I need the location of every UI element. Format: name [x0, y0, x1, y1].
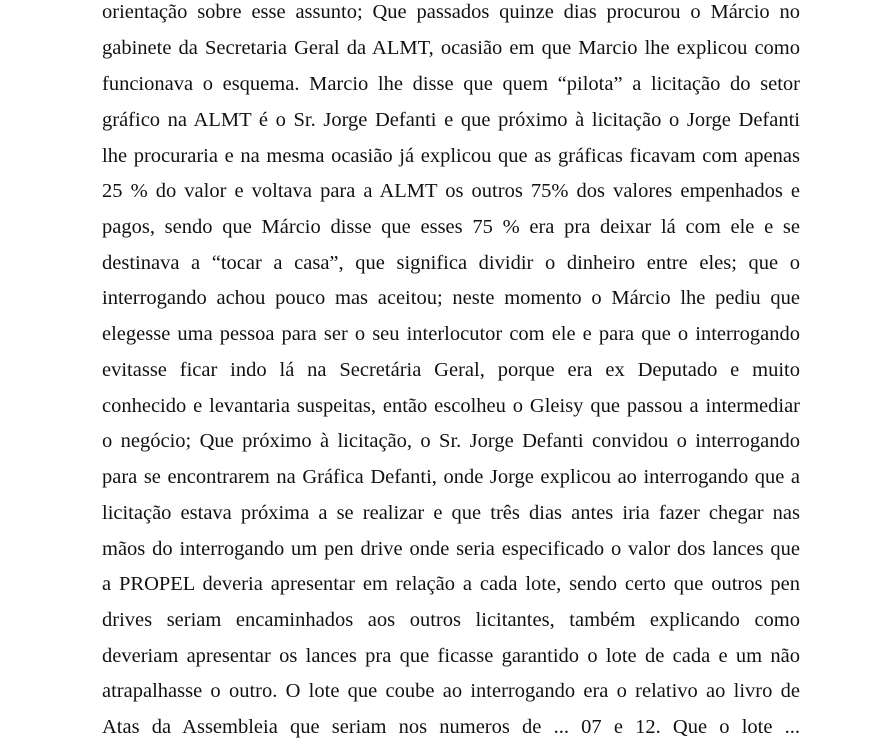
text-line: 25 % do valor e voltava para a ALMT os outros 75% dos valores empenhados e [102, 180, 800, 202]
text-line: a PROPEL deveria apresentar em relação a cada lote, sendo certo que outros pen [102, 573, 800, 595]
text-line: lhe procuraria e na mesma ocasião já explicou que as gráficas ficavam com apenas [102, 145, 800, 167]
text-line: gabinete da Secretaria Geral da ALMT, ocasião em que Marcio lhe explicou como [102, 37, 800, 59]
text-line: Atas da Assembleia que seriam nos numeros de ... 07 e 12. Que o lote ... [102, 716, 800, 738]
text-line: gráfico na ALMT é o Sr. Jorge Defanti e que próximo à licitação o Jorge Defanti [102, 109, 800, 131]
text-line: pagos, sendo que Márcio disse que esses 75 % era pra deixar lá com ele e se [102, 216, 800, 238]
text-line: funcionava o esquema. Marcio lhe disse que quem “pilota” a licitação do setor [102, 73, 800, 95]
text-line: atrapalhasse o outro. O lote que coube ao interrogando era o relativo ao livro de [102, 680, 800, 702]
text-line: interrogando achou pouco mas aceitou; neste momento o Márcio lhe pediu que [102, 287, 800, 309]
text-line: o negócio; Que próximo à licitação, o Sr. Jorge Defanti convidou o interrogando [102, 430, 800, 452]
text-line: drives seriam encaminhados aos outros licitantes, também explicando como [102, 609, 800, 631]
text-line: licitação estava próxima a se realizar e que três dias antes iria fazer chegar nas [102, 502, 800, 524]
text-line: orientação sobre esse assunto; Que passados quinze dias procurou o Márcio no [102, 1, 800, 23]
text-line: conhecido e levantaria suspeitas, então escolheu o Gleisy que passou a intermediar [102, 395, 800, 417]
text-line: deveriam apresentar os lances pra que ficasse garantido o lote de cada e um não [102, 645, 800, 667]
text-line: mãos do interrogando um pen drive onde seria especificado o valor dos lances que [102, 538, 800, 560]
text-line: destinava a “tocar a casa”, que significa dividir o dinheiro entre eles; que o [102, 252, 800, 274]
text-line: para se encontrarem na Gráfica Defanti, onde Jorge explicou ao interrogando que a [102, 466, 800, 488]
text-line: evitasse ficar indo lá na Secretária Geral, porque era ex Deputado e muito [102, 359, 800, 381]
text-line: elegesse uma pessoa para ser o seu interlocutor com ele e para que o interrogando [102, 323, 800, 345]
